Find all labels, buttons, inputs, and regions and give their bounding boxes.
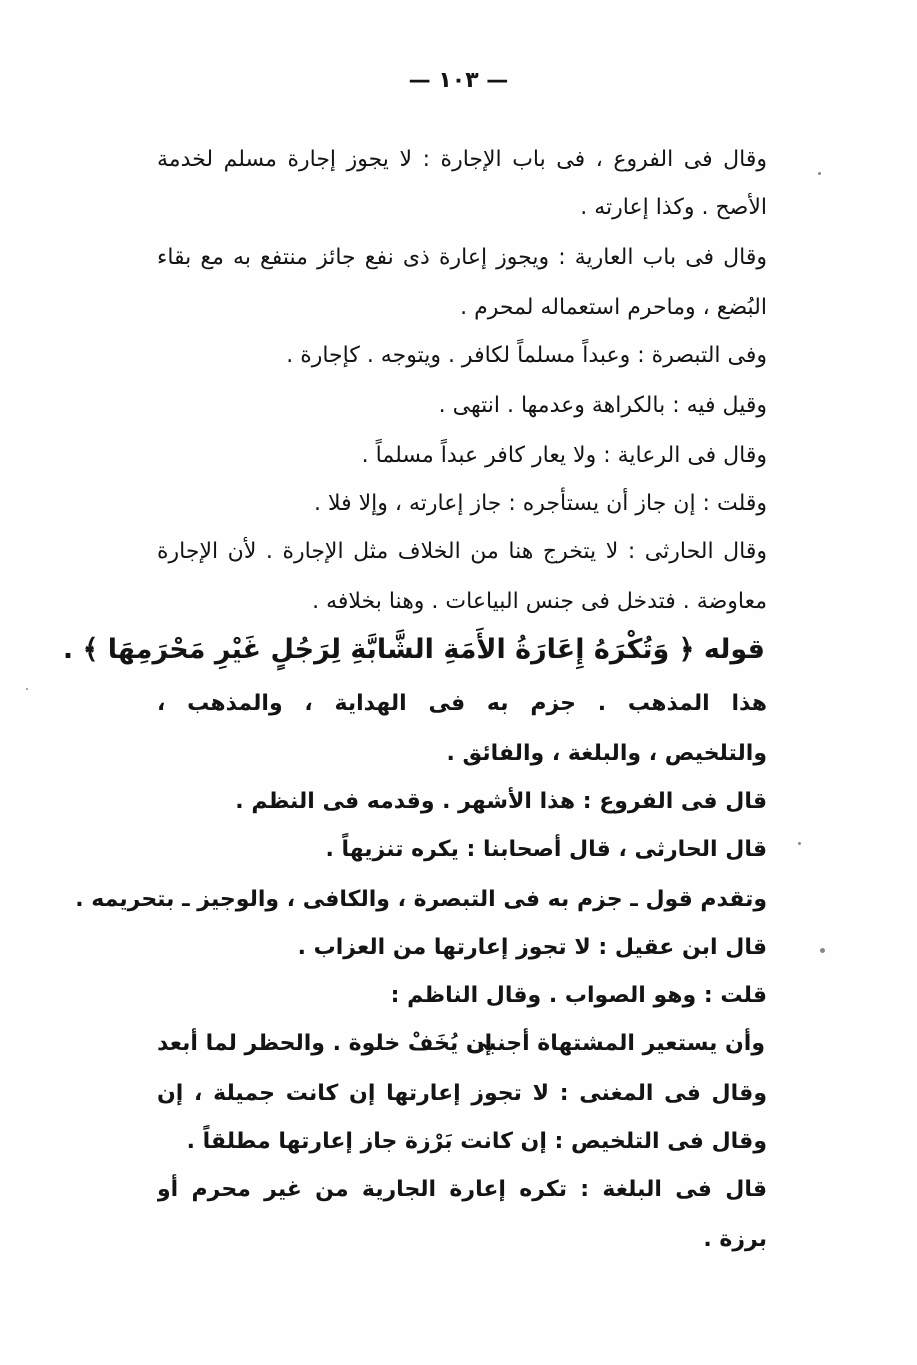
scan-speck xyxy=(818,172,821,175)
text-line: وقال فى باب العارية : ويجوز إعارة ذى نفع جائز منتفع به مع بقاء xyxy=(157,245,767,270)
page-number: — ١٠٣ — xyxy=(408,68,509,93)
text-line: والتلخيص ، والبلغة ، والفائق . xyxy=(446,741,767,766)
text-line: وقال فى التلخيص : إن كانت بَرْزة جاز إعارتها مطلقاً . xyxy=(186,1129,767,1154)
text-line: وقيل فيه : بالكراهة وعدمها . انتهى . xyxy=(438,393,767,418)
verse-first-half: وأن يستعير المشتهاة أجنبى xyxy=(466,1031,765,1056)
text-line: وقال فى الرعاية : ولا يعار كافر عبداً مسلماً . xyxy=(361,443,767,468)
text-line: البُضع ، وماحرم استعماله لمحرم . xyxy=(460,295,767,320)
text-line: قال ابن عقيل : لا تجوز إعارتها من العزاب . xyxy=(297,935,767,960)
text-line: وقال الحارثى : لا يتخرج هنا من الخلاف مثل الإجارة . لأن الإجارة xyxy=(157,539,767,564)
section-heading: قوله ﴿ وَتُكْرَهُ إِعَارَةُ الأَمَةِ الشَّابَّةِ لِرَجُلٍ غَيْرِ مَحْرَمِهَا ﴾ . xyxy=(62,634,765,665)
text-line: معاوضة . فتدخل فى جنس البياعات . وهنا بخلافه . xyxy=(312,589,767,614)
text-line: قلت : وهو الصواب . وقال الناظم : xyxy=(390,983,767,1008)
text-line: الأصح . وكذا إعارته . xyxy=(580,195,767,220)
text-line: وفى التبصرة : وعبداً مسلماً لكافر . ويتوجه . كإجارة . xyxy=(286,343,767,368)
text-line: قال فى الفروع : هذا الأشهر . وقدمه فى النظم . xyxy=(235,789,767,814)
scan-speck xyxy=(820,948,825,953)
text-line: وقال فى الفروع ، فى باب الإجارة : لا يجوز إجارة مسلم لخدمة xyxy=(157,147,767,172)
scan-speck xyxy=(798,842,801,845)
scan-speck xyxy=(26,688,28,690)
poem-verse xyxy=(157,1024,765,1064)
text-line: وقال فى المغنى : لا تجوز إعارتها إن كانت جميلة ، إن xyxy=(157,1081,767,1106)
text-line: وقلت : إن جاز أن يستأجره : جاز إعارته ، وإلا فلا . xyxy=(313,491,767,516)
text-line: وتقدم قول ـ جزم به فى التبصرة ، والكافى ، والوجيز ـ بتحريمه . xyxy=(75,887,767,912)
text-line: قال فى البلغة : تكره إعارة الجارية من غير محرم أو xyxy=(157,1177,767,1202)
text-line: هذا المذهب . جزم به فى الهداية ، والمذهب ، xyxy=(157,691,767,716)
text-line: برزة . xyxy=(703,1227,767,1252)
verse-second-half: إن يُخَفْ خلوة . والحظر لما أبعد xyxy=(157,1031,493,1056)
text-line: قال الحارثى ، قال أصحابنا : يكره تنزيهاً . xyxy=(325,837,767,862)
